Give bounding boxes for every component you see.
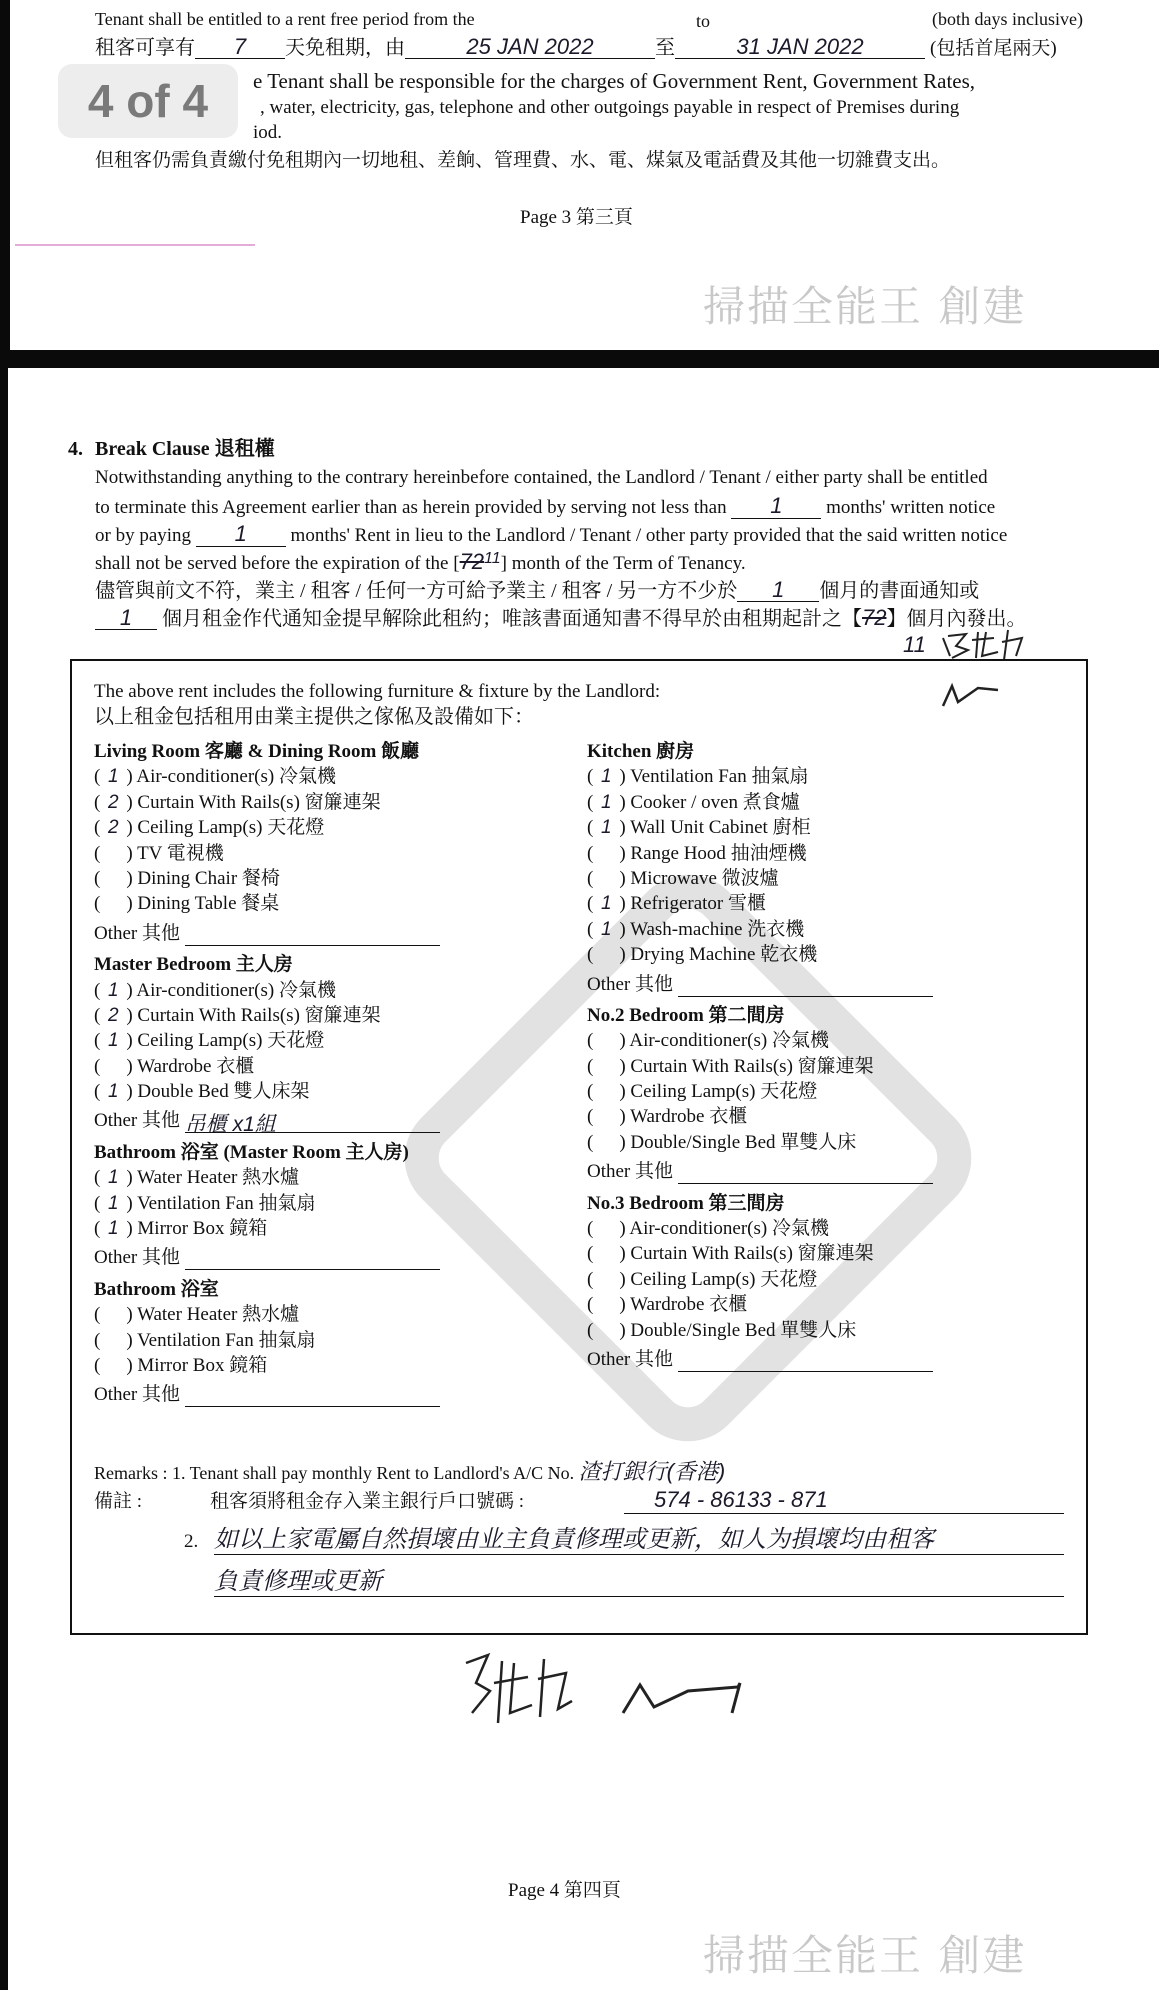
text: Remarks : 1. Tenant shall pay monthly Rent to Landlord's A/C No. bbox=[94, 1463, 575, 1483]
margin-correction: 11 bbox=[903, 632, 926, 657]
quantity-value: 1 bbox=[601, 791, 612, 813]
item-label: Curtain With Rails(s) 窗簾連架 bbox=[137, 791, 381, 813]
clause-line-2 bbox=[95, 495, 995, 519]
furniture-item: ( 1 ) Ventilation Fan 抽氣扇 bbox=[94, 1192, 316, 1214]
text: to terminate this Agreement earlier than as herein provided by serving not less than bbox=[95, 497, 727, 518]
furniture-left-column bbox=[94, 739, 440, 1414]
to-date-value: 31 JAN 2022 bbox=[736, 34, 864, 59]
expiry-month-correction: 11 bbox=[484, 550, 501, 567]
quantity-mark bbox=[100, 1165, 126, 1190]
page-4-footer: Page 4 第四頁 bbox=[508, 1880, 621, 1901]
zh-rent-field bbox=[95, 607, 157, 630]
quantity-value: 1 bbox=[601, 893, 612, 915]
furniture-item: ( 1 ) Water Heater 熱水爐 bbox=[94, 1167, 300, 1189]
other-field bbox=[185, 926, 440, 946]
item-label: Double Bed 雙人床架 bbox=[137, 1081, 310, 1103]
item-label: Wardrobe 衣櫃 bbox=[137, 1055, 255, 1077]
other-row bbox=[94, 1108, 440, 1137]
item-label: TV 電視機 bbox=[137, 842, 224, 864]
text: months' written notice bbox=[826, 497, 996, 518]
quantity-mark bbox=[100, 1191, 126, 1216]
item-label: Ventilation Fan 抽氣扇 bbox=[137, 1329, 316, 1351]
quantity-value: 1 bbox=[108, 1081, 119, 1103]
other-field bbox=[678, 1352, 933, 1372]
notice-months-field bbox=[731, 495, 821, 519]
furniture-item: ( ) Water Heater 熱水爐 bbox=[94, 1304, 300, 1326]
other-row bbox=[94, 1382, 440, 1407]
item-label: Ceiling Lamp(s) 天花燈 bbox=[630, 1081, 818, 1103]
zh-text: (包括首尾兩天) bbox=[930, 38, 1057, 59]
value: 1 bbox=[772, 577, 785, 602]
expiry-month-crossed: 72 bbox=[459, 549, 485, 574]
furniture-item: ( 1 ) Wall Unit Cabinet 廚柜 bbox=[587, 817, 811, 839]
zh-expiry-crossed: 72 bbox=[862, 605, 887, 630]
from-date-field bbox=[405, 36, 655, 59]
page-counter-badge: 4 of 4 bbox=[58, 64, 238, 138]
pink-mark bbox=[15, 244, 255, 246]
furniture-item: ( ) Air-conditioner(s) 冷氣機 bbox=[587, 1030, 829, 1052]
remarks-line-1 bbox=[94, 1461, 725, 1484]
clause-line-zh-1 bbox=[95, 579, 979, 602]
other-label: Other 其他 bbox=[587, 973, 674, 995]
furniture-item: ( ) Air-conditioner(s) 冷氣機 bbox=[587, 1218, 829, 1240]
other-field bbox=[678, 1164, 933, 1184]
remarks-zh-label: 備註 : bbox=[94, 1491, 143, 1512]
item-label: Curtain With Rails(s) 窗簾連架 bbox=[630, 1055, 874, 1077]
clause-line-3 bbox=[95, 523, 1007, 547]
quantity-value: 1 bbox=[601, 918, 612, 940]
quantity-value: 1 bbox=[108, 766, 119, 788]
furniture-item: ( ) TV 電視機 bbox=[94, 842, 224, 864]
quantity-mark bbox=[100, 1003, 126, 1028]
text: shall not be served before the expiration of the [ bbox=[95, 553, 460, 574]
furniture-item: ( ) Ceiling Lamp(s) 天花燈 bbox=[587, 1081, 818, 1103]
item-label: Air-conditioner(s) 冷氣機 bbox=[136, 766, 336, 788]
quantity-value: 2 bbox=[108, 1004, 119, 1026]
furniture-item: ( 1 ) Mirror Box 鏡箱 bbox=[94, 1218, 268, 1240]
zh-text: 至 bbox=[655, 37, 675, 59]
quantity-mark bbox=[100, 815, 126, 840]
item-label: Ceiling Lamp(s) 天花燈 bbox=[630, 1268, 818, 1290]
item-label: Water Heater 熱水爐 bbox=[137, 1167, 300, 1189]
item-label: Mirror Box 鏡箱 bbox=[137, 1354, 268, 1376]
account-number: 574 - 86133 - 871 bbox=[654, 1487, 828, 1512]
text: 儘管與前文不符，業主 / 租客 / 任何一方可給予業主 / 租客 / 另一方不少於 bbox=[95, 580, 738, 602]
text: 個月的書面通知或 bbox=[819, 580, 980, 602]
quantity-mark bbox=[100, 790, 126, 815]
furniture-item: ( ) Wardrobe 衣櫃 bbox=[587, 1294, 748, 1316]
quantity-mark bbox=[593, 917, 619, 942]
clause-line-1: Notwithstanding anything to the contrary hereinbefore contained, the Landlord / Tenant / either party shall be entitled bbox=[95, 467, 988, 488]
days-value: 7 bbox=[233, 34, 247, 59]
text: ] month of the Term of Tenancy. bbox=[500, 553, 746, 574]
furniture-item: ( ) Drying Machine 乾衣機 bbox=[587, 944, 818, 966]
room-heading: Kitchen 廚房 bbox=[587, 741, 695, 762]
item-label: Dining Table 餐桌 bbox=[137, 893, 280, 915]
remarks-zh-1: 租客須將租金存入業主銀行戶口號碼 : bbox=[210, 1491, 525, 1512]
furniture-item: ( ) Curtain With Rails(s) 窗簾連架 bbox=[587, 1243, 874, 1265]
furniture-item: ( ) Range Hood 抽油煙機 bbox=[587, 842, 807, 864]
quantity-value: 1 bbox=[601, 766, 612, 788]
signature bbox=[458, 1643, 818, 1733]
item-label: Air-conditioner(s) 冷氣機 bbox=[136, 979, 336, 1001]
scanner-watermark: 掃描全能王 創建 bbox=[703, 1931, 1027, 1980]
furniture-item: ( ) Double/Single Bed 單雙人床 bbox=[587, 1131, 857, 1153]
item-label: Water Heater 熱水爐 bbox=[137, 1304, 300, 1326]
remark-2-line-2 bbox=[214, 1569, 1064, 1597]
value: 1 bbox=[119, 605, 133, 630]
quantity-mark bbox=[100, 1028, 126, 1053]
section-number: 4. bbox=[68, 438, 83, 460]
days-field bbox=[195, 36, 285, 59]
other-row bbox=[94, 1245, 440, 1270]
room-heading: No.3 Bedroom 第三間房 bbox=[587, 1192, 785, 1214]
text: or by paying bbox=[95, 525, 192, 546]
other-field bbox=[184, 1113, 440, 1137]
quantity-mark bbox=[100, 1216, 126, 1241]
account-field bbox=[624, 1489, 1064, 1514]
text: months' Rent in lieu to the Landlord / Tenant / other party provided that the said written notice bbox=[290, 525, 1008, 546]
other-label: Other 其他 bbox=[587, 1161, 674, 1183]
furniture-item: ( ) Curtain With Rails(s) 窗簾連架 bbox=[587, 1055, 874, 1077]
responsibility-line-zh: 但租客仍需負責繳付免租期內一切地租、差餉、管理費、水、電、煤氣及電話費及其他一切雜費支出。 bbox=[95, 150, 951, 171]
both-days-label: (both days inclusive) bbox=[932, 9, 1083, 29]
furniture-item: ( 1 ) Ceiling Lamp(s) 天花燈 bbox=[94, 1030, 325, 1052]
responsibility-line: e Tenant shall be responsible for the charges of Government Rent, Government Rates, bbox=[253, 69, 976, 93]
other-row bbox=[94, 921, 440, 946]
furniture-intro-zh: 以上租金包括租用由業主提供之傢俬及設備如下： bbox=[94, 706, 534, 728]
item-label: Mirror Box 鏡箱 bbox=[137, 1218, 268, 1240]
responsibility-line-3: iod. bbox=[253, 122, 283, 143]
value: 1 bbox=[770, 493, 783, 518]
furniture-item: ( 2 ) Curtain With Rails(s) 窗簾連架 bbox=[94, 1004, 381, 1026]
furniture-item: ( ) Dining Table 餐桌 bbox=[94, 893, 280, 915]
quantity-value: 1 bbox=[108, 1192, 119, 1214]
other-value: 吊櫃 x1組 bbox=[184, 1113, 276, 1137]
quantity-mark bbox=[593, 891, 619, 916]
room-heading: Bathroom 浴室 bbox=[94, 1278, 219, 1300]
other-label: Other 其他 bbox=[94, 1247, 181, 1269]
item-label: Ceiling Lamp(s) 天花燈 bbox=[137, 1030, 325, 1052]
remark-2-text: 如以上家電屬自然損壞由业主負責修理或更新，如人为損壞均由租客 bbox=[214, 1526, 934, 1553]
furniture-item: ( 1 ) Ventilation Fan 抽氣扇 bbox=[587, 766, 809, 788]
other-label: Other 其他 bbox=[94, 922, 181, 944]
clause-line-zh-2 bbox=[95, 607, 1026, 630]
quantity-value: 1 bbox=[108, 979, 119, 1001]
furniture-item: ( 2 ) Curtain With Rails(s) 窗簾連架 bbox=[94, 791, 381, 813]
item-label: Curtain With Rails(s) 窗簾連架 bbox=[137, 1004, 381, 1026]
quantity-mark bbox=[100, 764, 126, 789]
from-date-value: 25 JAN 2022 bbox=[466, 34, 594, 59]
furniture-item: ( 1 ) Double Bed 雙人床架 bbox=[94, 1081, 310, 1103]
to-date-field bbox=[675, 36, 925, 59]
furniture-item: ( 1 ) Air-conditioner(s) 冷氣機 bbox=[94, 766, 336, 788]
zh-text: 租客可享有 bbox=[95, 37, 195, 59]
furniture-item: ( ) Wardrobe 衣櫃 bbox=[94, 1055, 255, 1077]
item-label: Drying Machine 乾衣機 bbox=[630, 944, 818, 966]
item-label: Air-conditioner(s) 冷氣機 bbox=[629, 1218, 829, 1240]
scanner-watermark: 掃描全能王 創建 bbox=[703, 282, 1027, 331]
quantity-value: 1 bbox=[601, 817, 612, 839]
other-field bbox=[185, 1250, 440, 1270]
item-label: Ventilation Fan 抽氣扇 bbox=[137, 1192, 316, 1214]
other-row bbox=[587, 972, 933, 997]
other-row bbox=[587, 1159, 933, 1184]
furniture-intro-en: The above rent includes the following furniture & fixture by the Landlord: bbox=[94, 681, 661, 702]
item-label: Dining Chair 餐椅 bbox=[137, 867, 280, 889]
furniture-item: ( ) Wardrobe 衣櫃 bbox=[587, 1106, 748, 1128]
room-heading: Master Bedroom 主人房 bbox=[94, 954, 293, 976]
furniture-item: ( 1 ) Wash-machine 洗衣機 bbox=[587, 918, 805, 940]
item-label: Ventilation Fan 抽氣扇 bbox=[630, 766, 809, 788]
other-label: Other 其他 bbox=[94, 1110, 181, 1132]
quantity-mark bbox=[593, 815, 619, 840]
item-label: Curtain With Rails(s) 窗簾連架 bbox=[630, 1243, 874, 1265]
item-label: Range Hood 抽油煙機 bbox=[630, 842, 807, 864]
rent-months-field bbox=[196, 523, 286, 547]
room-heading: Bathroom 浴室 (Master Room 主人房) bbox=[94, 1141, 409, 1163]
room-heading: No.2 Bedroom 第二間房 bbox=[587, 1004, 785, 1026]
quantity-mark bbox=[593, 764, 619, 789]
other-row bbox=[587, 1347, 933, 1372]
item-label: Wall Unit Cabinet 廚柜 bbox=[630, 817, 811, 839]
page-3 bbox=[10, 0, 1159, 350]
zh-text: 天免租期，由 bbox=[285, 37, 405, 59]
room-heading: Living Room 客廳 & Dining Room 飯廳 bbox=[94, 741, 420, 762]
furniture-item: ( ) Double/Single Bed 單雙人床 bbox=[587, 1319, 857, 1341]
item-label: Microwave 微波爐 bbox=[630, 867, 779, 889]
furniture-item: ( 1 ) Air-conditioner(s) 冷氣機 bbox=[94, 979, 336, 1001]
page-3-footer: Page 3 第三頁 bbox=[520, 207, 633, 228]
bank-name: 渣打銀行(香港) bbox=[578, 1459, 726, 1484]
furniture-item: ( 2 ) Ceiling Lamp(s) 天花燈 bbox=[94, 817, 325, 839]
quantity-value: 2 bbox=[108, 791, 119, 813]
item-label: Cooker / oven 煮食爐 bbox=[630, 791, 800, 813]
to-label: to bbox=[696, 11, 711, 31]
quantity-mark bbox=[100, 1079, 126, 1104]
item-label: Wardrobe 衣櫃 bbox=[630, 1106, 748, 1128]
quantity-value: 1 bbox=[108, 1030, 119, 1052]
responsibility-line-2: , water, electricity, gas, telephone and other outgoings payable in respect of Premises during bbox=[260, 97, 960, 118]
rent-free-line-zh bbox=[95, 36, 1057, 60]
quantity-value: 2 bbox=[108, 817, 119, 839]
remark-2-number: 2. bbox=[184, 1531, 199, 1552]
furniture-item: ( 1 ) Refrigerator 雪櫃 bbox=[587, 893, 766, 915]
furniture-item: ( ) Ventilation Fan 抽氣扇 bbox=[94, 1329, 316, 1351]
furniture-item: ( ) Mirror Box 鏡箱 bbox=[94, 1354, 268, 1376]
quantity-mark bbox=[100, 978, 126, 1003]
break-clause-title: Break Clause 退租權 bbox=[95, 438, 275, 460]
text: 個月租金作代通知金提早解除此租約；唯該書面通知書不得早於由租期起計之【 bbox=[162, 608, 862, 630]
other-field bbox=[185, 1387, 440, 1407]
furniture-box bbox=[70, 659, 1088, 1635]
quantity-mark bbox=[593, 790, 619, 815]
clause-line-4 bbox=[95, 551, 746, 575]
item-label: Double/Single Bed 單雙人床 bbox=[630, 1319, 857, 1341]
item-label: Ceiling Lamp(s) 天花燈 bbox=[137, 817, 325, 839]
zh-notice-field bbox=[737, 579, 819, 602]
other-label: Other 其他 bbox=[587, 1348, 674, 1370]
other-label: Other 其他 bbox=[94, 1384, 181, 1406]
value: 1 bbox=[234, 521, 247, 546]
item-label: Air-conditioner(s) 冷氣機 bbox=[629, 1030, 829, 1052]
remark-2-line-1 bbox=[214, 1527, 1064, 1555]
furniture-item: ( ) Dining Chair 餐椅 bbox=[94, 867, 280, 889]
item-label: Refrigerator 雪櫃 bbox=[630, 893, 766, 915]
item-label: Double/Single Bed 單雙人床 bbox=[630, 1131, 857, 1153]
furniture-right-column bbox=[587, 739, 933, 1378]
quantity-value: 1 bbox=[108, 1218, 119, 1240]
remark-2-text: 負責修理或更新 bbox=[214, 1568, 382, 1595]
furniture-item: ( 1 ) Cooker / oven 煮食爐 bbox=[587, 791, 800, 813]
other-field bbox=[678, 977, 933, 997]
item-label: Wardrobe 衣櫃 bbox=[630, 1294, 748, 1316]
text: 】個月內發出。 bbox=[886, 608, 1027, 630]
item-label: Wash-machine 洗衣機 bbox=[630, 918, 805, 940]
furniture-item: ( ) Ceiling Lamp(s) 天花燈 bbox=[587, 1268, 818, 1290]
page-4 bbox=[8, 368, 1159, 1990]
quantity-value: 1 bbox=[108, 1167, 119, 1189]
furniture-item: ( ) Microwave 微波爐 bbox=[587, 867, 779, 889]
rent-free-line-en: Tenant shall be entitled to a rent free period from the bbox=[95, 9, 475, 29]
